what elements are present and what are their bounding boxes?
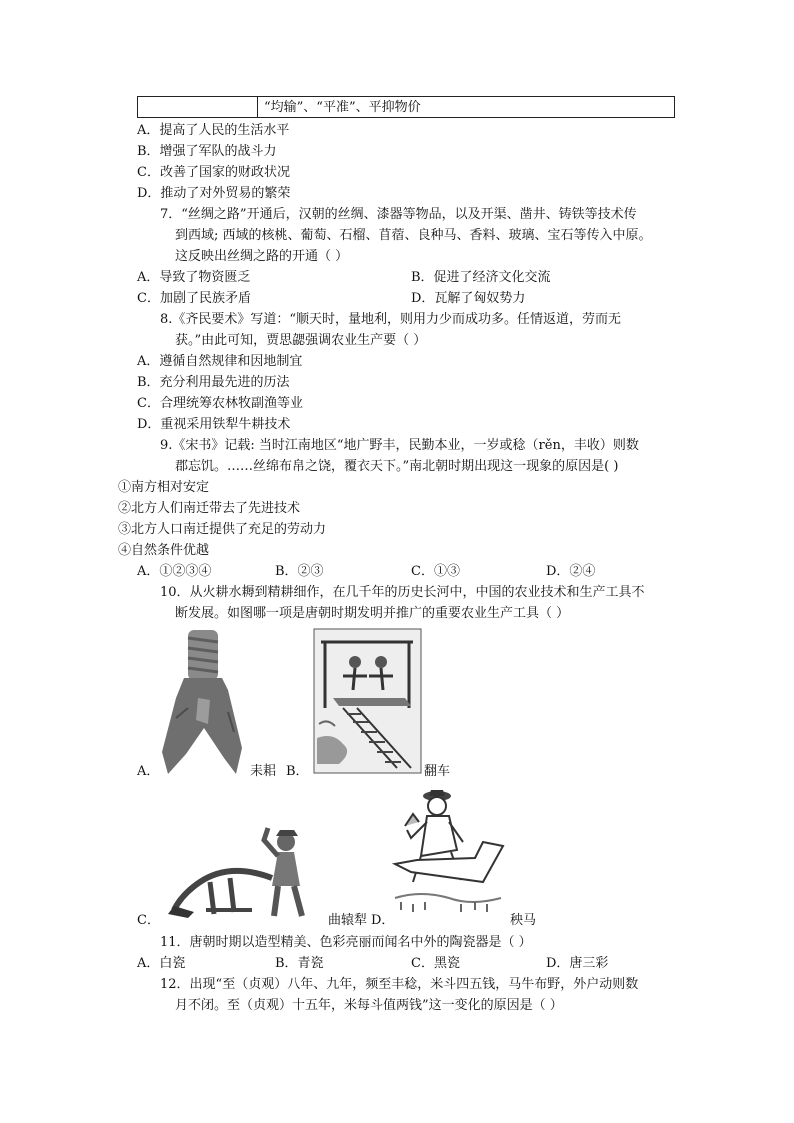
- q7-stem-line2: 到西域; 西域的核桃、葡萄、石榴、苜蓿、良种马、香料、玻璃、宝石等传入中原。: [175, 228, 652, 243]
- q8-option-d: D．重视采用铁犁牛耕技术: [137, 417, 291, 432]
- q9-item-3: ③北方人口南迁提供了充足的劳动力: [118, 522, 327, 537]
- caption-leisi: 耒耜: [250, 764, 277, 779]
- q7-option-b: B．促进了经济文化交流: [411, 270, 551, 285]
- q9-option-c: C．①③: [411, 564, 460, 579]
- q8-stem-line1: 8.《齐民要术》写道：“顺天时，量地利，则用力少而成功多。任情返道，劳而无: [160, 312, 622, 327]
- q6-option-c: C．改善了国家的财政状况: [137, 165, 290, 180]
- q9-item-4: ④自然条件优越: [118, 543, 210, 558]
- q7-option-d: D．瓦解了匈奴势力: [411, 291, 526, 306]
- q8-option-a: A．遵循自然规律和因地制宜: [137, 354, 303, 369]
- q10-letter-d: D．: [371, 913, 395, 928]
- q9-stem-line2: 郡忘饥。……丝绵布帛之饶，覆衣天下。”南北朝时期出现这一现象的原因是( ): [175, 459, 619, 474]
- q9-option-d: D．②④: [546, 564, 596, 579]
- quyuanli-image: [160, 822, 328, 922]
- caption-quyuanli: 曲辕犁: [328, 913, 368, 928]
- fanche-image: [313, 628, 422, 774]
- q12-stem-line2: 月不闭。至（贞观）十五年，米每斗值两钱”这一变化的原因是（ ）: [175, 998, 563, 1013]
- q10-letter-c: C．: [137, 913, 160, 928]
- q8-stem-line2: 获。”由此可知，贾思勰强调农业生产要（ ）: [175, 333, 427, 348]
- q7-stem-line1: 7．“丝绸之路”开通后，汉朝的丝绸、漆器等物品，以及开渠、凿井、铸铁等技术传: [160, 207, 637, 222]
- yangma-image: [391, 786, 509, 922]
- q7-option-c: C．加剧了民族矛盾: [137, 291, 251, 306]
- q11-option-a: A．白瓷: [137, 956, 186, 971]
- q10-letter-b: B．: [286, 764, 309, 779]
- q9-item-2: ②北方人们南迁带去了先进技术: [118, 501, 301, 516]
- leisi-image: [158, 628, 250, 776]
- q10-stem-line1: 10．从火耕水耨到精耕细作，在几千年的历史长河中，中国的农业技术和生产工具不: [160, 585, 645, 600]
- q6-option-b: B．增强了军队的战斗力: [137, 144, 277, 159]
- q6-table-cell: “均输”、“平准”、平抑物价: [264, 100, 421, 115]
- q9-option-b: B．②③: [275, 564, 324, 579]
- q8-option-c: C．合理统筹农林牧副渔等业: [137, 396, 303, 411]
- table-divider: [257, 97, 258, 117]
- q10-stem-line2: 断发展。如图哪一项是唐朝时期发明并推广的重要农业生产工具（ ）: [175, 606, 570, 621]
- q9-stem-line1: 9.《宋书》记载: 当时江南地区“地广野丰，民勤本业，一岁或稔（rěn，丰收）则数: [160, 438, 639, 453]
- q9-option-a: A．①②③④: [137, 564, 212, 579]
- q7-stem-line3: 这反映出丝绸之路的开通（ ）: [175, 249, 349, 264]
- caption-yangma: 秧马: [510, 913, 537, 928]
- q8-option-b: B．充分利用最先进的历法: [137, 375, 290, 390]
- q9-item-1: ①南方相对安定: [118, 480, 210, 495]
- q6-option-a: A．提高了人民的生活水平: [137, 123, 290, 138]
- q11-stem: 11．唐朝时期以造型精美、色彩亮丽而闻名中外的陶瓷器是（ ）: [160, 935, 532, 950]
- q11-option-c: C．黑瓷: [411, 956, 460, 971]
- q11-option-b: B．青瓷: [275, 956, 324, 971]
- q12-stem-line1: 12．出现“至（贞观）八年、九年，频至丰稔，米斗四五钱，马牛布野，外户动则数: [160, 977, 639, 992]
- q6-table: [137, 96, 675, 118]
- caption-fanche: 翻车: [424, 764, 451, 779]
- q10-letter-a: A．: [137, 764, 160, 779]
- q11-option-d: D．唐三彩: [546, 956, 609, 971]
- q6-option-d: D．推动了对外贸易的繁荣: [137, 186, 291, 201]
- q7-option-a: A．导致了物资匮乏: [137, 270, 251, 285]
